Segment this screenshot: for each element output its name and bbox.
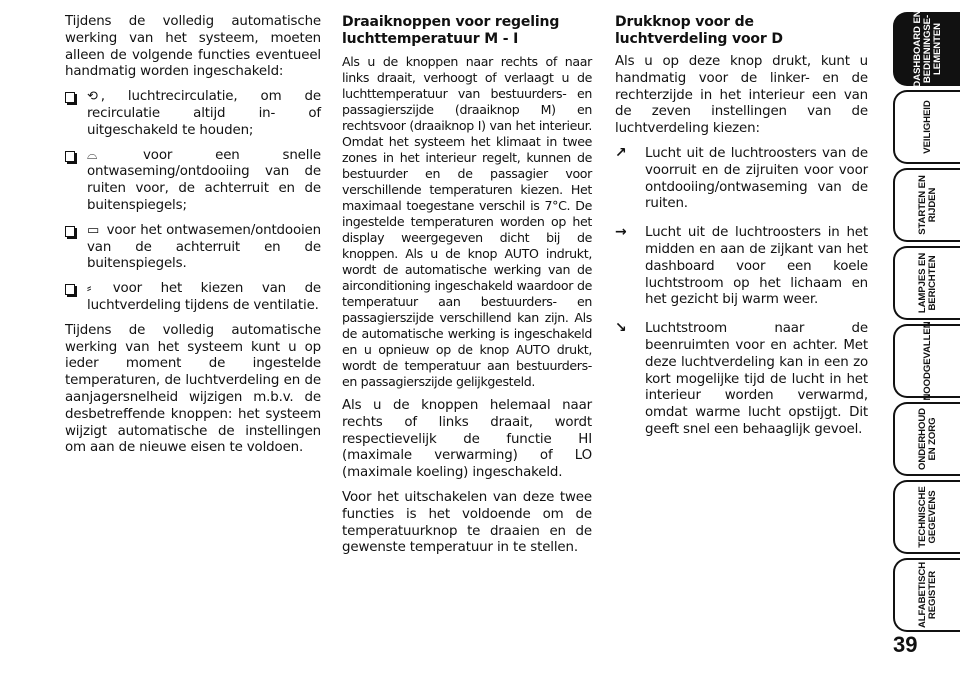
- tab-label: VEILIGHEID: [921, 100, 933, 154]
- column-left: [65, 14, 321, 465]
- vent-feet-icon: ↘: [615, 320, 627, 337]
- tab-label: DASHBOARD EN BEDIENINGSE- LEMENTEN: [911, 10, 943, 88]
- tab-dashboard[interactable]: [893, 12, 960, 86]
- column-middle: [342, 14, 592, 565]
- page-number: 39: [893, 632, 918, 657]
- bullet-item: [65, 89, 321, 139]
- section-heading: Draaiknoppen voor regeling luchttemperatuur M - I: [342, 14, 560, 47]
- hi-lo-paragraph: Als u de knoppen helemaal naar rechts of links draait, wordt respectievelijk de functie HI (maximale verwarming) of LO (maximale koeling) ingeschakeld.: [342, 398, 592, 481]
- distribution-intro: Als u op deze knop drukt, kunt u handmatig voor de linker- en de rechterzijde in het interieur een van de zeven instellingen van de luchtverdeling kiezen:: [615, 54, 868, 137]
- vent-face-icon: →: [615, 224, 627, 241]
- bullet-item: [65, 281, 321, 315]
- column-right: [615, 14, 868, 451]
- windshield-defog-icon: ⌓: [87, 147, 98, 163]
- distribution-item: [615, 321, 868, 439]
- temperature-paragraph: Als u de knoppen naar rechts of naar links draait, verhoogt of verlaagt u de luchttemperatuur van bestuurders- en passagierszijde (draaiknop M) en rechtsvoor (draaiknop I) van het interieur. Omdat het systeem het klimaat in twee zones in het interieur regelt, kunnen de bestuurder en de passagier voor verschillende temperaturen kiezen. Het maximaal toegestane verschil is 7°C. De ingestelde temperaturen worden op het display weergegeven dicht bij de knoppen. Als u de knop AUTO indrukt, wordt de automatische werking van de airconditioning ingeschakeld waardoor de temperatuur aan bestuurders- en passagierszijde verschillend kan zijn. Als de automatische werking is ingeschakeld en u opnieuw op de knop AUTO drukt, wordt de temperatuur aan bestuurders- en passagierszijde gelijkgesteld.: [342, 54, 592, 389]
- tab-label: TECHNISCHE GEGEVENS: [916, 486, 938, 548]
- distribution-item: [615, 146, 868, 213]
- tab-label: LAMPJES EN BERICHTEN: [916, 252, 938, 314]
- tab-maintenance[interactable]: [893, 402, 960, 476]
- tab-label: ALFABETISCH REGISTER: [916, 561, 938, 629]
- checkbox-bullet-icon: [65, 284, 75, 295]
- intro-paragraph: Tijdens de volledig automatische werking van het systeem, moeten alleen de volgende functies eventueel handmatig worden ingeschakeld:: [65, 14, 321, 80]
- checkbox-bullet-icon: [65, 151, 75, 162]
- tab-label: ONDERHOUD EN ZORG: [916, 408, 938, 470]
- bullet-item: [65, 148, 321, 215]
- closing-paragraph: Tijdens de volledig automatische werking van het systeem kunt u op ieder moment de ingestelde temperaturen, de luchtverdeling en de aanjagersnelheid wijzigen m.b.v. de desbetreffende knoppen: het systeem wijzigt automatische de instellingen om aan de nieuwe eisen te voldoen.: [65, 322, 321, 456]
- bullet-text: voor het ontwasemen/ontdooien van de achterruit en de buitenspiegels.: [87, 222, 321, 272]
- recirculation-icon: ⟲: [87, 89, 98, 105]
- tab-label: STARTEN EN RIJDEN: [916, 175, 938, 235]
- tab-index[interactable]: [893, 558, 960, 632]
- tab-technical-data[interactable]: [893, 480, 960, 554]
- tab-starting-driving[interactable]: [893, 168, 960, 242]
- distribution-text: Lucht uit de luchtroosters van de voorruit en de zijruiten voor voor ontdooiing/ontwaseming van de ruiten.: [645, 145, 868, 212]
- distribution-text: Lucht uit de luchtroosters in het midden en aan de zijkant van het dashboard voor een koele luchtstroom op het lichaam en het gezicht bij warm weer.: [645, 225, 868, 308]
- checkbox-bullet-icon: [65, 92, 75, 103]
- air-distribution-icon: ⸗: [87, 281, 92, 297]
- section-heading: Drukknop voor de luchtverdeling voor D: [615, 14, 783, 47]
- bullet-item: [65, 223, 321, 273]
- checkbox-bullet-icon: [65, 226, 75, 237]
- tab-safety[interactable]: [893, 90, 960, 164]
- tab-warning-lights[interactable]: [893, 246, 960, 320]
- bullet-text: voor een snelle ontwaseming/ontdooiing van de ruiten voor, de achterruit en de buitenspiegels;: [87, 147, 321, 213]
- rear-window-defrost-icon: ▭: [87, 222, 100, 238]
- vent-windshield-icon: ↗: [615, 144, 627, 161]
- tab-emergencies[interactable]: [893, 321, 960, 401]
- disable-paragraph: Voor het uitschakelen van deze twee functies is het voldoende om de temperatuurknop te draaien en de gewenste temperatuur in te stellen.: [342, 489, 592, 556]
- distribution-item: [615, 225, 868, 309]
- chapter-tabs: [893, 12, 960, 632]
- bullet-text: , luchtrecirculatie, om de recirculatie altijd in- of uitgeschakeld te houden;: [87, 89, 321, 138]
- tab-label: NOODGEVALLEN: [921, 321, 933, 401]
- distribution-text: Luchtstroom naar de beenruimten voor en achter. Met deze luchtverdeling kan in een zo kort mogelijke tijd de lucht in het interieur worden verwarmd, omdat warme lucht opstijgt. Dit geeft snel een behaaglijk gevoel.: [645, 321, 868, 437]
- bullet-text: voor het kiezen van de luchtverdeling tijdens de ventilatie.: [87, 281, 322, 313]
